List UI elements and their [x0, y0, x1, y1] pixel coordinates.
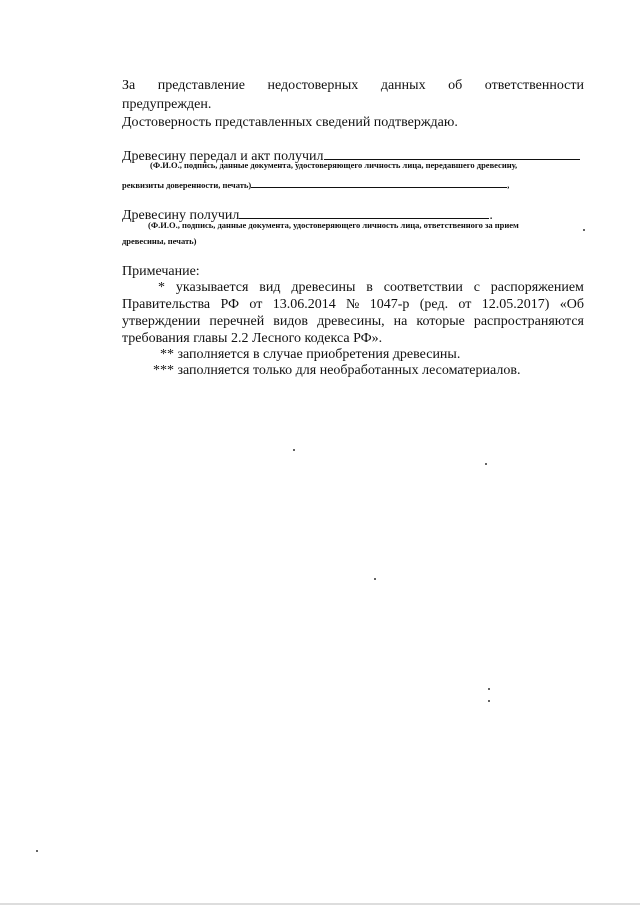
word: данных [380, 78, 426, 93]
note-line-1 [158, 279, 584, 296]
note-line-3 [122, 313, 584, 330]
transfer-label: Древесину передал и акт получил [122, 149, 324, 164]
note-title: Примечание: [122, 264, 200, 279]
word: (ред. [419, 297, 449, 312]
transfer-details-blank[interactable] [251, 179, 510, 190]
transfer-hint-line-2 [122, 179, 509, 191]
scan-speck [488, 688, 490, 690]
word: * [158, 280, 165, 295]
word: древесины, [317, 314, 385, 329]
word: 1047-р [369, 297, 410, 312]
word: которые [416, 314, 465, 329]
transfer-hint-comma: , [507, 180, 510, 190]
footnote-triple-asterisk: *** заполняется только для необработанных лесоматериалов. [153, 363, 521, 378]
word: Правительства [122, 297, 211, 312]
received-signature-blank[interactable] [239, 206, 489, 219]
liability-line-2: предупрежден. [122, 97, 212, 112]
received-hint-line-2: древесины, печать) [122, 236, 197, 246]
word: представление [157, 78, 245, 93]
scan-speck [583, 229, 585, 231]
transfer-hint-text: реквизиты доверенности, печать) [122, 180, 252, 190]
word: видов [273, 314, 309, 329]
scan-speck [485, 463, 487, 465]
scan-speck [374, 578, 376, 580]
note-line-2 [122, 296, 584, 313]
word: от [249, 297, 263, 312]
word: от [458, 297, 472, 312]
liability-line-1 [122, 77, 584, 94]
word: соответствии [383, 280, 463, 295]
word: РФ [220, 297, 240, 312]
word: об [448, 78, 463, 93]
received-label: Древесину получил [122, 208, 240, 223]
word: 13.06.2014 [272, 297, 336, 312]
word: древесины [291, 280, 356, 295]
received-line-end: . [489, 208, 493, 223]
word: «Об [559, 297, 584, 312]
scan-speck [36, 850, 38, 852]
word: перечней [209, 314, 265, 329]
received-hint-line-1: (Ф.И.О., подпись, данные документа, удостоверяющего личность лица, ответственного за прием [148, 220, 519, 230]
note-line-4: требования главы 2.2 Лесного кодекса РФ». [122, 331, 383, 346]
word: За [122, 78, 136, 93]
word: вид [259, 280, 281, 295]
footnote-double-asterisk: ** заполняется в случае приобретения древесины. [160, 347, 461, 362]
word: указывается [175, 280, 249, 295]
scan-speck [488, 700, 490, 702]
word: на [393, 314, 408, 329]
word: в [366, 280, 373, 295]
transfer-signature-blank[interactable] [324, 147, 580, 160]
word: с [473, 280, 480, 295]
word: распространяются [473, 314, 584, 329]
scan-speck [293, 449, 295, 451]
word: ответственности [484, 78, 584, 93]
word: № [346, 297, 360, 312]
confirmation-line: Достоверность представленных сведений подтверждаю. [122, 115, 458, 130]
transfer-hint-line-1: (Ф.И.О., подпись, данные документа, удостоверяющего личность лица, передавшего древесину, [150, 160, 518, 170]
word: распоряжением [490, 280, 584, 295]
word: утверждении [122, 314, 201, 329]
word: 12.05.2017) [481, 297, 550, 312]
word: недостоверных [267, 78, 359, 93]
